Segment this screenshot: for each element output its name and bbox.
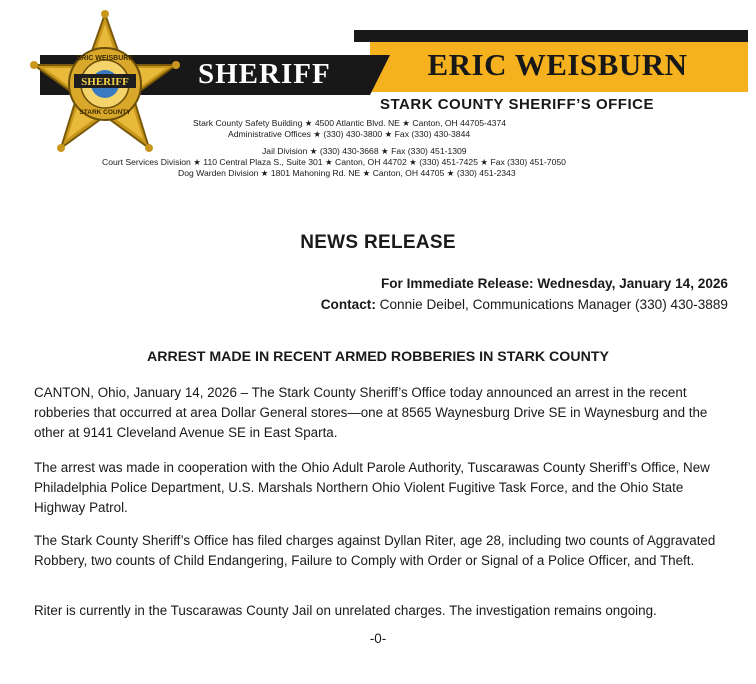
header-band-top [354,30,748,42]
address-line: Dog Warden Division ★ 1801 Mahoning Rd. NE ★ Canton, OH 44705 ★ (330) 451-2343 [178,168,516,178]
badge-text-middle: SHERIFF [81,76,129,88]
end-mark: -0- [369,631,387,646]
article-paragraph: The arrest was made in cooperation with the Ohio Adult Parole Authority, Tuscarawas County Sheriff’s Office, New Philadelphia Police Department, U.S. Marshals Northern Ohio Violent Fugitive Task Force, and the Ohio State Highway Patrol. [34,460,710,515]
badge-text-bottom: STARK COUNTY [79,109,131,116]
article-paragraph: CANTON, Ohio, January 14, 2026 – The Stark County Sheriff’s Office today announced an arrest in the recent robberies that occurred at area Dollar General stores—one at 8565 Waynesburg Drive SE in Waynesburg and the other at 9141 Cleveland Avenue SE in East Sparta. [34,385,708,440]
address-line: Court Services Division ★ 110 Central Plaza S., Suite 301 ★ Canton, OH 44702 ★ (330) 451-7425 ★ Fax (330) 451-7050 [102,157,566,167]
release-date: For Immediate Release: Wednesday, January 14, 2026 [380,276,728,291]
sheriff-badge-icon [30,10,180,160]
badge-text-top: ERIC WEISBURN [76,55,134,62]
office-title: STARK COUNTY SHERIFF’S OFFICE [380,96,654,113]
article-paragraph: Riter is currently in the Tuscarawas County Jail on unrelated charges. The investigation remains ongoing. [34,603,657,618]
contact-label: Contact: [320,297,376,312]
letterhead [0,0,756,190]
address-line: Administrative Offices ★ (330) 430-3800 ★ Fax (330) 430-3844 [228,129,471,139]
address-line: Stark County Safety Building ★ 4500 Atlantic Blvd. NE ★ Canton, OH 44705-4374 [193,118,507,128]
sheriff-label: SHERIFF [198,58,331,90]
address-line: Jail Division ★ (330) 430-3668 ★ Fax (330) 451-1309 [262,146,467,156]
contact-value: Connie Deibel, Communications Manager (330) 430-3889 [379,297,728,312]
article-headline: ARREST MADE IN RECENT ARMED ROBBERIES IN STARK COUNTY [147,349,609,365]
sheriff-name: ERIC WEISBURN [427,47,688,82]
article-paragraph: The Stark County Sheriff’s Office has filed charges against Dyllan Riter, age 28, including two counts of Aggravated Robbery, two counts of Child Endangering, Failure to Comply with Order or Signal of a Police Officer, and Theft. [34,533,716,568]
contact-line [321,297,728,312]
news-release-title: NEWS RELEASE [300,232,456,253]
